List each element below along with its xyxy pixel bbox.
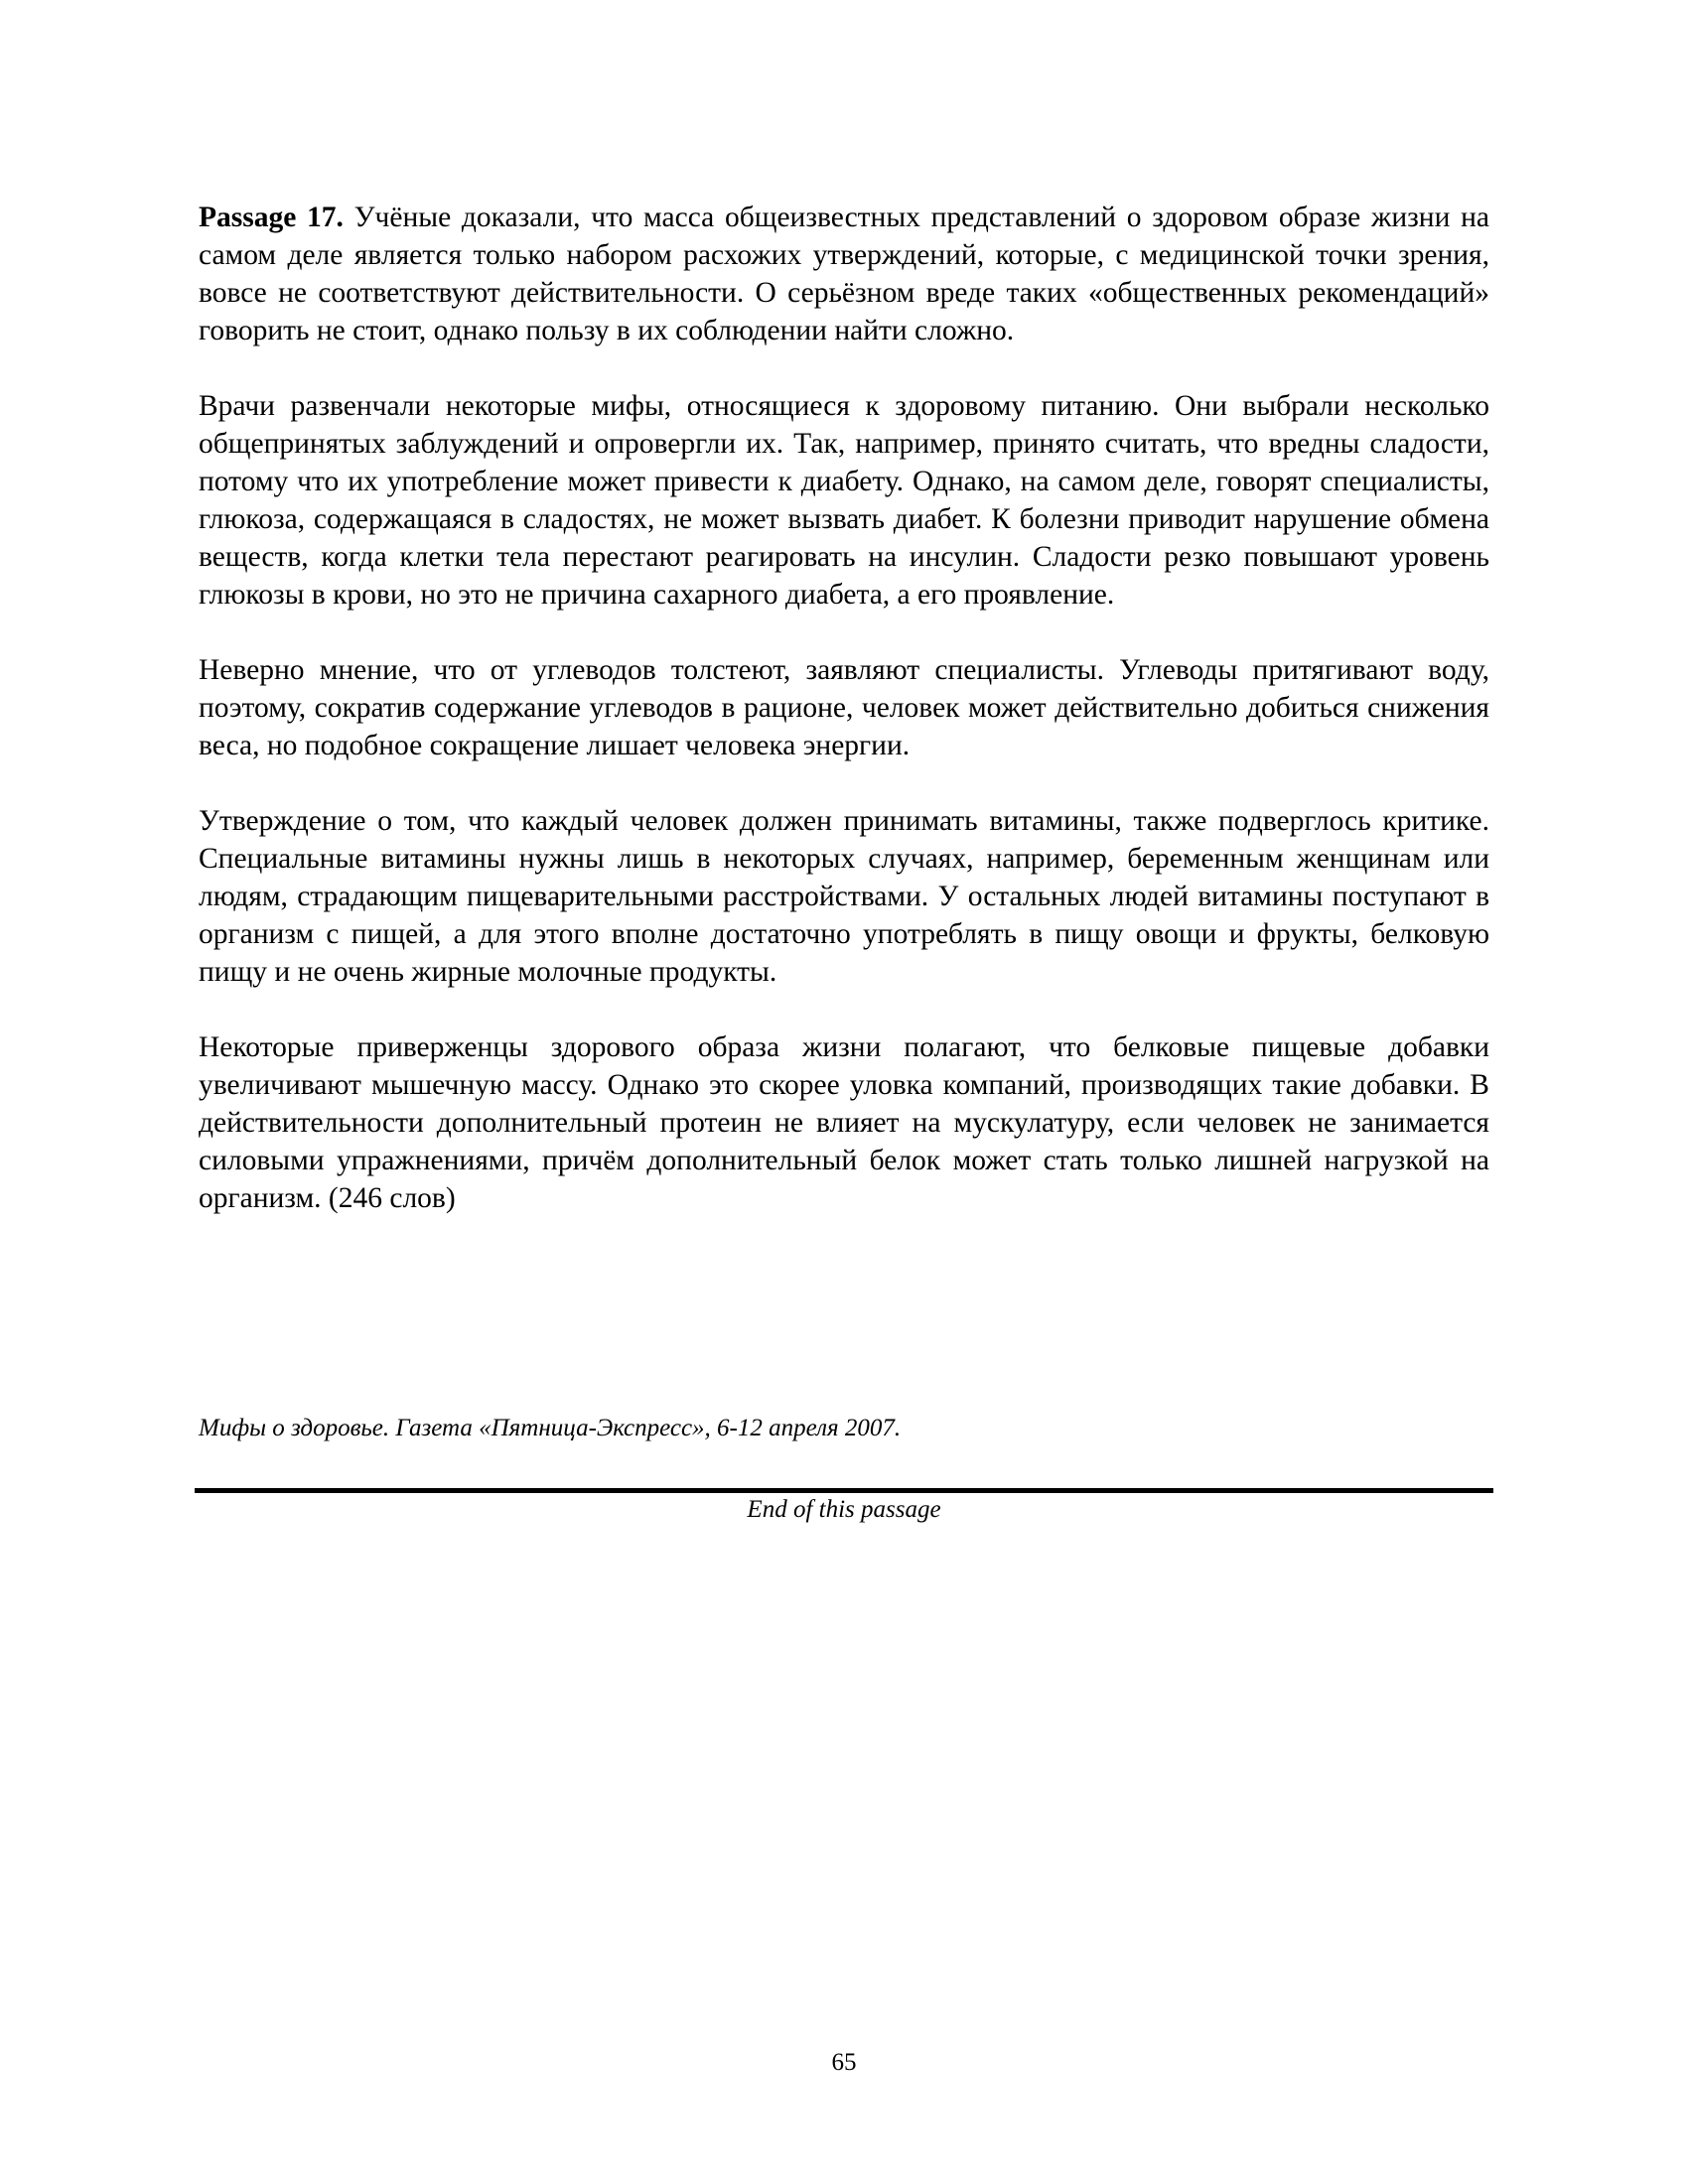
passage-paragraph-1 <box>199 199 1489 349</box>
passage-paragraph-3: Неверно мнение, что от углеводов толстеют, заявляют специалисты. Углеводы притягивают воду, поэтому, сократив содержание углеводов в рационе, человек может действительно добиться снижения веса, но подобное сокращение лишает человека энергии. <box>199 654 1489 761</box>
passage-body <box>199 199 1489 1255</box>
passage-paragraph-2: Врачи развенчали некоторые мифы, относящиеся к здоровому питанию. Они выбрали несколько общепринятых заблуждений и опровергли их. Так, например, принято считать, что вредны сладости, потому что их употребление может привести к диабету. Однако, на самом деле, говорят специалисты, глюкоза, содержащаяся в сладостях, не может вызвать диабет. К болезни приводит нарушение обмена веществ, когда клетки тела перестают реагировать на инсулин. Сладости резко повышают уровень глюкозы в крови, но это не причина сахарного диабета, а его проявление. <box>199 390 1489 611</box>
source-citation: Мифы о здоровье. Газета «Пятница-Экспресс», 6-12 апреля 2007. <box>199 1415 902 1441</box>
passage-paragraph-5: Некоторые приверженцы здорового образа жизни полагают, что белковые пищевые добавки увеличивают мышечную массу. Однако это скорее уловка компаний, производящих такие добавки. В действительности дополнительный протеин не влияет на мускулатуру, если человек не занимается силовыми упражнениями, причём дополнительный белок может стать только лишней нагрузкой на организм. (246 слов) <box>199 1031 1489 1214</box>
passage-label: Passage 17. <box>199 202 344 233</box>
end-of-passage-note: End of this passage <box>747 1496 941 1523</box>
paragraph-text: Учёные доказали, что масса общеизвестных представлений о здоровом образе жизни на самом деле является только набором расхожих утверждений, которые, с медицинской точки зрения, вовсе не соответствуют действительности. О серьёзном вреде таких «общественных рекомендаций» говорить не стоит, однако пользу в их соблюдении найти сложно. <box>199 202 1489 346</box>
passage-paragraph-4: Утверждение о том, что каждый человек должен принимать витамины, также подверглось критике. Специальные витамины нужны лишь в некоторых случаях, например, беременным женщинам или людям, страдающим пищеварительными расстройствами. У остальных людей витамины поступают в организм с пищей, а для этого вполне достаточно употреблять в пищу овощи и фрукты, белковую пищу и не очень жирные молочные продукты. <box>199 805 1489 988</box>
end-divider <box>195 1488 1493 1493</box>
page-number: 65 <box>831 2049 857 2076</box>
